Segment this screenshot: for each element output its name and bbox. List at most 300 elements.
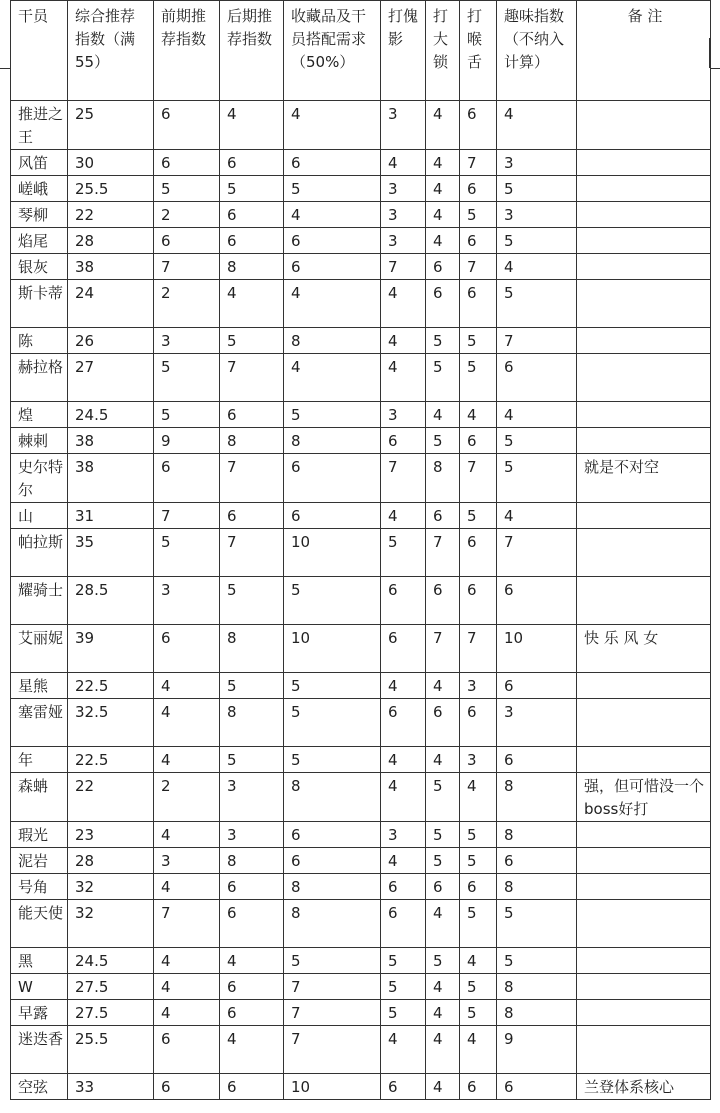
cell-vs-puppet: 5: [381, 974, 426, 1000]
cell-fun-score: 8: [497, 874, 577, 900]
cell-early-score: 7: [154, 900, 220, 948]
cell-operator-name: 煌: [11, 402, 68, 428]
cell-vs-puppet: 7: [381, 254, 426, 280]
cell-vs-lock: 5: [426, 773, 460, 822]
cell-late-score: 7: [220, 454, 284, 503]
cell-collectible-need: 5: [284, 402, 381, 428]
cell-vs-puppet: 6: [381, 900, 426, 948]
cell-early-score: 6: [154, 150, 220, 176]
cell-vs-puppet: 6: [381, 1074, 426, 1100]
cell-fun-score: 6: [497, 577, 577, 625]
table-row: [11, 673, 711, 699]
cell-early-score: 3: [154, 848, 220, 874]
cell-overall-score: 24.5: [68, 402, 154, 428]
cell-collectible-need: 6: [284, 228, 381, 254]
cell-vs-puppet: 4: [381, 280, 426, 328]
cell-fun-score: 8: [497, 773, 577, 822]
cell-vs-puppet: 3: [381, 228, 426, 254]
cell-vs-lock: 4: [426, 900, 460, 948]
table-row: [11, 974, 711, 1000]
cell-fun-score: 3: [497, 699, 577, 747]
table-row: [11, 176, 711, 202]
cell-fun-score: 5: [497, 900, 577, 948]
cell-vs-throat: 6: [460, 280, 497, 328]
cell-early-score: 6: [154, 1074, 220, 1100]
cell-vs-throat: 4: [460, 402, 497, 428]
cell-operator-name: 帕拉斯: [11, 529, 68, 577]
cell-late-score: 5: [220, 176, 284, 202]
cell-remark: [577, 974, 711, 1000]
cell-late-score: 8: [220, 428, 284, 454]
cell-late-score: 3: [220, 822, 284, 848]
table-row: [11, 577, 711, 625]
cell-early-score: 6: [154, 454, 220, 503]
cell-vs-throat: 5: [460, 328, 497, 354]
cell-vs-lock: 6: [426, 280, 460, 328]
cell-remark: [577, 202, 711, 228]
cell-late-score: 3: [220, 773, 284, 822]
cell-late-score: 8: [220, 699, 284, 747]
cell-remark: [577, 1000, 711, 1026]
cell-early-score: 5: [154, 354, 220, 402]
cell-vs-throat: 7: [460, 254, 497, 280]
cell-operator-name: 早露: [11, 1000, 68, 1026]
cell-fun-score: 8: [497, 1000, 577, 1026]
cell-operator-name: 黑: [11, 948, 68, 974]
cell-operator-name: 陈: [11, 328, 68, 354]
cell-vs-lock: 4: [426, 150, 460, 176]
cell-overall-score: 30: [68, 150, 154, 176]
cell-vs-throat: 6: [460, 428, 497, 454]
cell-collectible-need: 4: [284, 101, 381, 150]
cell-operator-name: 迷迭香: [11, 1026, 68, 1074]
cell-vs-lock: 4: [426, 673, 460, 699]
cell-fun-score: 8: [497, 822, 577, 848]
cell-vs-lock: 5: [426, 948, 460, 974]
cell-overall-score: 23: [68, 822, 154, 848]
cell-early-score: 5: [154, 176, 220, 202]
cell-overall-score: 28: [68, 228, 154, 254]
table-row: [11, 848, 711, 874]
cell-late-score: 6: [220, 974, 284, 1000]
cell-operator-name: 年: [11, 747, 68, 773]
cell-remark: [577, 402, 711, 428]
cell-overall-score: 25.5: [68, 1026, 154, 1074]
header-vs-lock: 打大锁: [426, 1, 460, 101]
cell-fun-score: 10: [497, 625, 577, 673]
cell-vs-puppet: 4: [381, 150, 426, 176]
cell-late-score: 6: [220, 900, 284, 948]
cell-vs-lock: 4: [426, 1000, 460, 1026]
cell-collectible-need: 8: [284, 328, 381, 354]
cell-operator-name: 琴柳: [11, 202, 68, 228]
cell-late-score: 4: [220, 101, 284, 150]
cell-early-score: 4: [154, 874, 220, 900]
cell-collectible-need: 4: [284, 280, 381, 328]
table-row: [11, 428, 711, 454]
cell-fun-score: 3: [497, 150, 577, 176]
cell-operator-name: 棘刺: [11, 428, 68, 454]
cell-vs-throat: 4: [460, 948, 497, 974]
cell-vs-lock: 4: [426, 1074, 460, 1100]
cell-vs-lock: 5: [426, 822, 460, 848]
cell-collectible-need: 5: [284, 577, 381, 625]
cell-vs-lock: 4: [426, 101, 460, 150]
cell-early-score: 7: [154, 254, 220, 280]
cell-collectible-need: 10: [284, 625, 381, 673]
cell-collectible-need: 6: [284, 150, 381, 176]
cell-vs-lock: 5: [426, 848, 460, 874]
cell-early-score: 6: [154, 625, 220, 673]
cell-vs-puppet: 6: [381, 625, 426, 673]
operator-rating-table: [10, 0, 711, 1100]
cell-collectible-need: 5: [284, 176, 381, 202]
cell-late-score: 6: [220, 874, 284, 900]
cell-vs-throat: 4: [460, 1026, 497, 1074]
cell-vs-throat: 6: [460, 228, 497, 254]
table-row: [11, 699, 711, 747]
cell-remark: [577, 673, 711, 699]
cell-vs-lock: 4: [426, 176, 460, 202]
table-row: [11, 874, 711, 900]
crop-mark-right-h: [710, 68, 720, 69]
header-fun-score: 趣味指数（不纳入计算）: [497, 1, 577, 101]
table-row: [11, 1000, 711, 1026]
cell-operator-name: 银灰: [11, 254, 68, 280]
cell-early-score: 5: [154, 402, 220, 428]
table-row: [11, 1026, 711, 1074]
cell-overall-score: 22: [68, 202, 154, 228]
cell-early-score: 4: [154, 1000, 220, 1026]
cell-fun-score: 7: [497, 328, 577, 354]
cell-vs-lock: 4: [426, 228, 460, 254]
cell-operator-name: 泥岩: [11, 848, 68, 874]
cell-late-score: 7: [220, 529, 284, 577]
cell-overall-score: 27.5: [68, 974, 154, 1000]
cell-operator-name: 耀骑士: [11, 577, 68, 625]
cell-late-score: 7: [220, 354, 284, 402]
cell-vs-puppet: 4: [381, 747, 426, 773]
cell-operator-name: 能天使: [11, 900, 68, 948]
header-late-score: 后期推荐指数: [220, 1, 284, 101]
cell-fun-score: 5: [497, 948, 577, 974]
cell-vs-throat: 5: [460, 503, 497, 529]
cell-vs-lock: 4: [426, 747, 460, 773]
cell-early-score: 9: [154, 428, 220, 454]
cell-vs-lock: 7: [426, 529, 460, 577]
cell-fun-score: 4: [497, 254, 577, 280]
header-vs-throat: 打喉舌: [460, 1, 497, 101]
cell-operator-name: 艾丽妮: [11, 625, 68, 673]
cell-late-score: 5: [220, 747, 284, 773]
cell-collectible-need: 5: [284, 699, 381, 747]
cell-late-score: 8: [220, 848, 284, 874]
cell-early-score: 4: [154, 822, 220, 848]
cell-vs-lock: 5: [426, 354, 460, 402]
cell-remark: [577, 848, 711, 874]
cell-operator-name: 赫拉格: [11, 354, 68, 402]
cell-remark: [577, 150, 711, 176]
cell-fun-score: 4: [497, 101, 577, 150]
cell-vs-throat: 5: [460, 900, 497, 948]
header-vs-puppet: 打傀影: [381, 1, 426, 101]
cell-operator-name: 山: [11, 503, 68, 529]
cell-vs-lock: 6: [426, 254, 460, 280]
cell-vs-throat: 7: [460, 454, 497, 503]
cell-operator-name: 号角: [11, 874, 68, 900]
cell-vs-lock: 6: [426, 503, 460, 529]
cell-vs-puppet: 4: [381, 1026, 426, 1074]
cell-operator-name: 塞雷娅: [11, 699, 68, 747]
cell-fun-score: 5: [497, 228, 577, 254]
cell-vs-puppet: 4: [381, 503, 426, 529]
header-early-score: 前期推荐指数: [154, 1, 220, 101]
header-row: [11, 1, 711, 101]
cell-remark: [577, 948, 711, 974]
cell-collectible-need: 5: [284, 948, 381, 974]
cell-vs-throat: 6: [460, 529, 497, 577]
header-collectible-need: 收藏品及干员搭配需求（50%）: [284, 1, 381, 101]
cell-remark: [577, 328, 711, 354]
cell-collectible-need: 7: [284, 1000, 381, 1026]
cell-fun-score: 7: [497, 529, 577, 577]
cell-overall-score: 27: [68, 354, 154, 402]
cell-remark: [577, 354, 711, 402]
cell-fun-score: 5: [497, 454, 577, 503]
cell-early-score: 6: [154, 101, 220, 150]
cell-overall-score: 38: [68, 454, 154, 503]
table-row: [11, 202, 711, 228]
cell-late-score: 4: [220, 1026, 284, 1074]
cell-late-score: 8: [220, 254, 284, 280]
cell-vs-puppet: 3: [381, 822, 426, 848]
cell-collectible-need: 4: [284, 202, 381, 228]
cell-overall-score: 32: [68, 874, 154, 900]
cell-late-score: 6: [220, 228, 284, 254]
cell-vs-throat: 6: [460, 577, 497, 625]
cell-overall-score: 27.5: [68, 1000, 154, 1026]
table-row: [11, 747, 711, 773]
cell-vs-throat: 3: [460, 673, 497, 699]
cell-vs-lock: 6: [426, 577, 460, 625]
cell-vs-throat: 5: [460, 848, 497, 874]
cell-remark: [577, 280, 711, 328]
cell-early-score: 6: [154, 1026, 220, 1074]
cell-late-score: 6: [220, 402, 284, 428]
cell-operator-name: 瑕光: [11, 822, 68, 848]
cell-overall-score: 35: [68, 529, 154, 577]
cell-early-score: 4: [154, 974, 220, 1000]
cell-overall-score: 28.5: [68, 577, 154, 625]
cell-late-score: 6: [220, 1074, 284, 1100]
cell-late-score: 6: [220, 150, 284, 176]
cell-overall-score: 38: [68, 254, 154, 280]
table-row: [11, 328, 711, 354]
cell-fun-score: 6: [497, 848, 577, 874]
cell-remark: [577, 747, 711, 773]
cell-vs-puppet: 3: [381, 402, 426, 428]
cell-overall-score: 24: [68, 280, 154, 328]
cell-vs-puppet: 5: [381, 1000, 426, 1026]
cell-overall-score: 25.5: [68, 176, 154, 202]
cell-vs-throat: 6: [460, 699, 497, 747]
cell-vs-lock: 6: [426, 699, 460, 747]
cell-vs-throat: 5: [460, 1000, 497, 1026]
cell-vs-lock: 5: [426, 428, 460, 454]
table-row: [11, 402, 711, 428]
cell-vs-puppet: 4: [381, 848, 426, 874]
cell-collectible-need: 10: [284, 1074, 381, 1100]
cell-vs-puppet: 4: [381, 773, 426, 822]
cell-remark: [577, 1026, 711, 1074]
cell-fun-score: 4: [497, 503, 577, 529]
cell-operator-name: 嵯峨: [11, 176, 68, 202]
cell-collectible-need: 6: [284, 454, 381, 503]
cell-overall-score: 32.5: [68, 699, 154, 747]
cell-vs-lock: 5: [426, 328, 460, 354]
cell-late-score: 4: [220, 948, 284, 974]
cell-vs-puppet: 7: [381, 454, 426, 503]
cell-remark: [577, 874, 711, 900]
table-row: [11, 280, 711, 328]
cell-vs-puppet: 4: [381, 354, 426, 402]
cell-late-score: 5: [220, 673, 284, 699]
cell-late-score: 4: [220, 280, 284, 328]
cell-operator-name: 森蚺: [11, 773, 68, 822]
cell-vs-throat: 6: [460, 874, 497, 900]
crop-mark-left-h: [0, 68, 10, 69]
cell-collectible-need: 8: [284, 874, 381, 900]
cell-remark: [577, 101, 711, 150]
cell-remark: 就是不对空: [577, 454, 711, 503]
cell-vs-lock: 6: [426, 874, 460, 900]
cell-remark: [577, 176, 711, 202]
cell-remark: [577, 900, 711, 948]
cell-early-score: 6: [154, 228, 220, 254]
cell-vs-throat: 7: [460, 150, 497, 176]
cell-collectible-need: 6: [284, 503, 381, 529]
cell-vs-throat: 3: [460, 747, 497, 773]
cell-collectible-need: 7: [284, 1026, 381, 1074]
cell-collectible-need: 8: [284, 428, 381, 454]
cell-overall-score: 39: [68, 625, 154, 673]
cell-vs-throat: 5: [460, 354, 497, 402]
cell-overall-score: 26: [68, 328, 154, 354]
cell-operator-name: 史尔特尔: [11, 454, 68, 503]
cell-vs-throat: 4: [460, 773, 497, 822]
cell-collectible-need: 8: [284, 773, 381, 822]
cell-vs-lock: 7: [426, 625, 460, 673]
cell-late-score: 6: [220, 202, 284, 228]
cell-vs-lock: 4: [426, 1026, 460, 1074]
table-row: [11, 625, 711, 673]
cell-fun-score: 9: [497, 1026, 577, 1074]
cell-overall-score: 32: [68, 900, 154, 948]
cell-early-score: 3: [154, 328, 220, 354]
cell-late-score: 5: [220, 577, 284, 625]
cell-operator-name: 星熊: [11, 673, 68, 699]
table-row: [11, 254, 711, 280]
cell-collectible-need: 4: [284, 354, 381, 402]
cell-overall-score: 22.5: [68, 747, 154, 773]
cell-early-score: 4: [154, 673, 220, 699]
header-operator: 干员: [11, 1, 68, 101]
cell-collectible-need: 5: [284, 747, 381, 773]
cell-vs-throat: 5: [460, 974, 497, 1000]
cell-remark: [577, 428, 711, 454]
cell-fun-score: 4: [497, 402, 577, 428]
cell-vs-puppet: 3: [381, 101, 426, 150]
cell-remark: [577, 699, 711, 747]
cell-overall-score: 33: [68, 1074, 154, 1100]
cell-early-score: 4: [154, 948, 220, 974]
cell-vs-puppet: 5: [381, 948, 426, 974]
cell-early-score: 4: [154, 747, 220, 773]
cell-collectible-need: 6: [284, 848, 381, 874]
cell-late-score: 6: [220, 1000, 284, 1026]
cell-early-score: 5: [154, 529, 220, 577]
cell-collectible-need: 10: [284, 529, 381, 577]
cell-vs-throat: 6: [460, 101, 497, 150]
cell-vs-lock: 4: [426, 402, 460, 428]
cell-fun-score: 5: [497, 176, 577, 202]
cell-overall-score: 22: [68, 773, 154, 822]
cell-vs-puppet: 6: [381, 699, 426, 747]
cell-remark: [577, 529, 711, 577]
cell-vs-throat: 5: [460, 822, 497, 848]
cell-remark: [577, 822, 711, 848]
cell-fun-score: 8: [497, 974, 577, 1000]
cell-early-score: 2: [154, 280, 220, 328]
cell-late-score: 8: [220, 625, 284, 673]
cell-operator-name: 焰尾: [11, 228, 68, 254]
cell-early-score: 2: [154, 773, 220, 822]
cell-operator-name: W: [11, 974, 68, 1000]
table-row: [11, 228, 711, 254]
cell-collectible-need: 5: [284, 673, 381, 699]
cell-overall-score: 24.5: [68, 948, 154, 974]
table-row: [11, 900, 711, 948]
cell-overall-score: 22.5: [68, 673, 154, 699]
cell-vs-lock: 8: [426, 454, 460, 503]
cell-operator-name: 推进之王: [11, 101, 68, 150]
cell-vs-puppet: 5: [381, 529, 426, 577]
cell-overall-score: 31: [68, 503, 154, 529]
cell-remark: 快 乐 风 女: [577, 625, 711, 673]
cell-remark: [577, 254, 711, 280]
cell-collectible-need: 7: [284, 974, 381, 1000]
cell-fun-score: 6: [497, 354, 577, 402]
cell-remark: [577, 228, 711, 254]
cell-fun-score: 5: [497, 280, 577, 328]
header-remarks: 备 注: [577, 1, 711, 101]
cell-overall-score: 28: [68, 848, 154, 874]
cell-operator-name: 风笛: [11, 150, 68, 176]
cell-collectible-need: 6: [284, 822, 381, 848]
cell-remark: [577, 577, 711, 625]
table-row: [11, 101, 711, 150]
cell-fun-score: 6: [497, 673, 577, 699]
cell-fun-score: 3: [497, 202, 577, 228]
table-row: [11, 454, 711, 503]
cell-remark: [577, 503, 711, 529]
cell-operator-name: 斯卡蒂: [11, 280, 68, 328]
cell-collectible-need: 6: [284, 254, 381, 280]
cell-vs-throat: 6: [460, 1074, 497, 1100]
table-row: [11, 1074, 711, 1100]
table-row: [11, 822, 711, 848]
table-row: [11, 773, 711, 822]
